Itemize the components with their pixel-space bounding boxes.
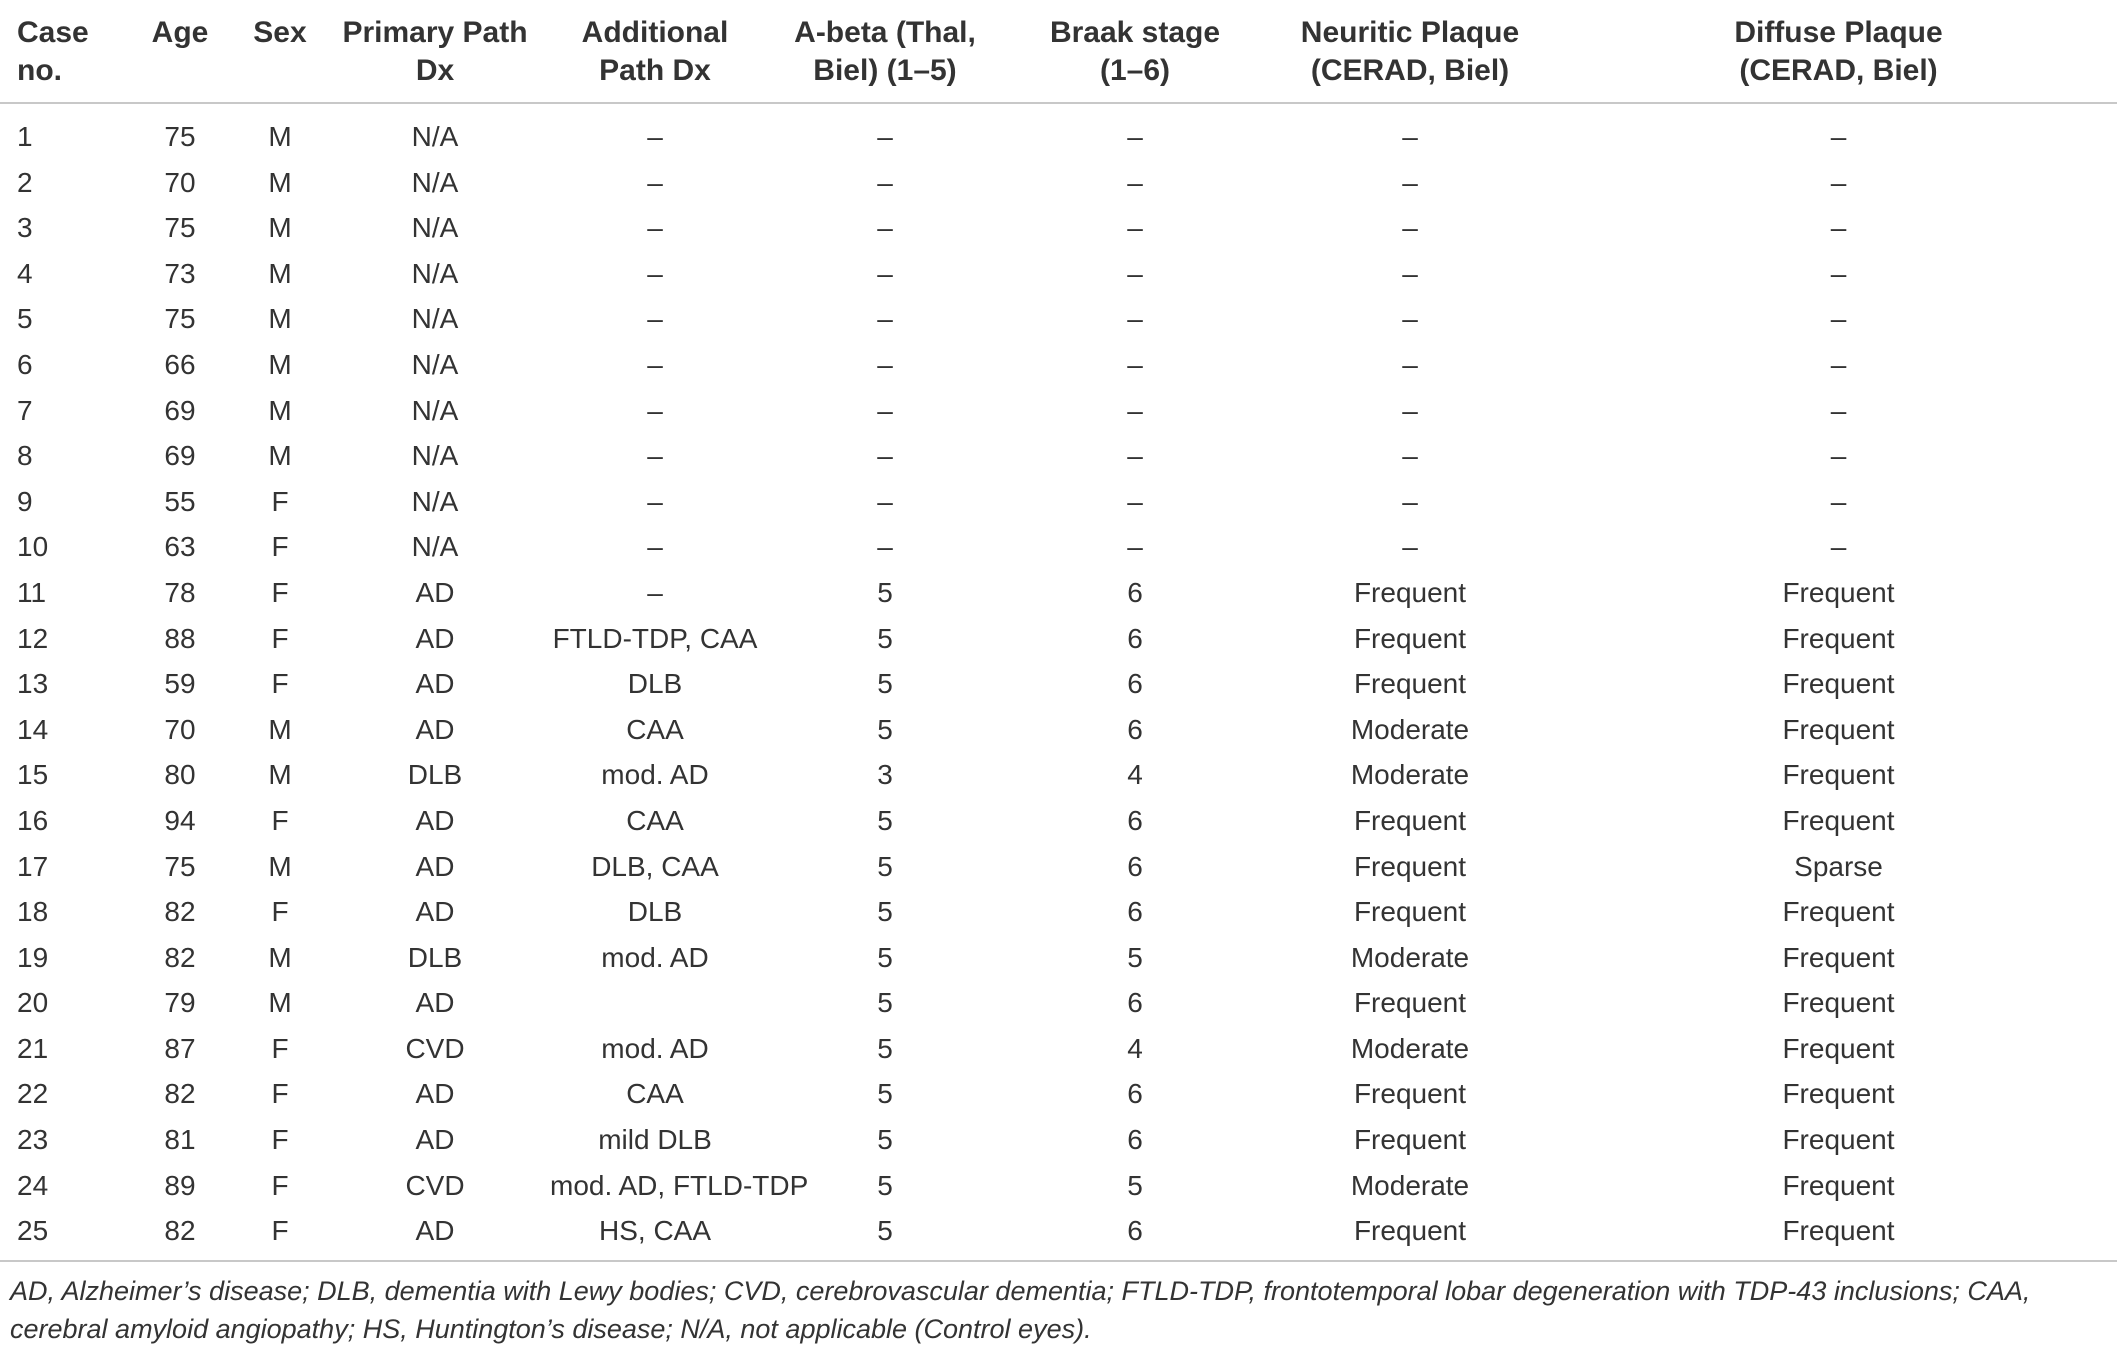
header-neuritic-plaque	[1260, 0, 1560, 103]
cell-sex: F	[271, 1169, 289, 1201]
cell-diffuse-plaque: Frequent	[1782, 1032, 1895, 1064]
cell-a-beta: 5	[877, 987, 893, 1019]
cell-a-beta: 5	[877, 668, 893, 700]
table-row	[0, 479, 2117, 525]
header-line: Biel) (1–5)	[813, 54, 957, 87]
cell-diffuse-plaque: –	[1830, 257, 1847, 289]
cell-additional-path-dx: –	[647, 394, 663, 426]
cell-age: 88	[164, 622, 196, 654]
cell-additional-path-dx: –	[647, 166, 663, 198]
cell-braak-stage: –	[1127, 440, 1143, 472]
cell-age: 82	[164, 941, 196, 973]
cell-additional-path-dx: –	[647, 531, 663, 563]
cell-a-beta: –	[877, 440, 893, 472]
cell-neuritic-plaque: –	[1402, 531, 1418, 563]
cell-primary-path-dx: AD	[415, 987, 455, 1019]
cell-a-beta: 5	[877, 576, 893, 608]
cell-a-beta: –	[877, 212, 893, 244]
cell-primary-path-dx: AD	[415, 713, 455, 745]
cell-primary-path-dx: N/A	[411, 257, 459, 289]
cell-additional-path-dx: mod. AD	[601, 759, 709, 791]
cell-additional-path-dx: –	[647, 485, 663, 517]
cell-neuritic-plaque: –	[1402, 166, 1418, 198]
cell-case-no: 24	[17, 1169, 49, 1201]
cell-case-no: 14	[17, 713, 49, 745]
table-row	[0, 707, 2117, 753]
header-a-beta	[760, 0, 1010, 103]
table-footnote: AD, Alzheimer’s disease; DLB, dementia with Lewy bodies; CVD, cerebrovascular dementia; FTLD-TDP, frontotemporal lobar degeneration with TDP-43 inclusions; CAA, cerebral amyloid angiopathy; HS, Huntington’s disease; N/A, not applicable (Control eyes).	[10, 1275, 2031, 1344]
cell-age: 87	[164, 1032, 196, 1064]
cell-age: 66	[164, 348, 196, 380]
cell-primary-path-dx: AD	[415, 1124, 455, 1156]
cell-diffuse-plaque: Frequent	[1560, 1208, 2117, 1261]
table-row	[0, 661, 2117, 707]
cell-diffuse-plaque: –	[1830, 531, 1847, 563]
cell-diffuse-plaque: –	[1830, 440, 1847, 472]
cell-case-no: 13	[17, 668, 49, 700]
header-diffuse-plaque	[1560, 0, 2117, 103]
cell-primary-path-dx: N/A	[411, 303, 459, 335]
cell-case-no: 3	[17, 212, 33, 244]
cell-a-beta: 5	[877, 622, 893, 654]
cell-neuritic-plaque: –	[1402, 257, 1418, 289]
cell-neuritic-plaque: Frequent	[1353, 896, 1467, 928]
cell-sex: F	[271, 576, 289, 608]
cell-case-no: 12	[17, 622, 49, 654]
cell-primary-path-dx: CVD	[405, 1169, 465, 1201]
cell-additional-path-dx: DLB, CAA	[591, 850, 719, 882]
cell-primary-path-dx: AD	[415, 1078, 455, 1110]
cell-braak-stage: 6	[1127, 1124, 1143, 1156]
cell-case-no: 21	[17, 1032, 49, 1064]
cell-a-beta: 5	[877, 804, 893, 836]
cell-primary-path-dx: N/A	[411, 394, 459, 426]
cell-age: 70	[164, 166, 196, 198]
cell-braak-stage: –	[1127, 166, 1143, 198]
cell-a-beta: –	[877, 257, 893, 289]
cell-primary-path-dx: AD	[415, 622, 455, 654]
table-row	[0, 935, 2117, 981]
cell-age: 69	[164, 440, 196, 472]
cell-a-beta: 5	[877, 1169, 893, 1201]
cell-diffuse-plaque: Sparse	[1794, 850, 1883, 882]
cell-neuritic-plaque: Frequent	[1353, 850, 1467, 882]
cell-case-no: 7	[17, 394, 33, 426]
cell-additional-path-dx: –	[647, 348, 663, 380]
cell-diffuse-plaque: –	[1830, 485, 1847, 517]
cell-neuritic-plaque: –	[1402, 394, 1418, 426]
cell-age: 78	[164, 576, 196, 608]
cell-sex: M	[268, 850, 292, 882]
header-line: Age	[151, 16, 209, 49]
header-line: A-beta (Thal,	[794, 16, 976, 49]
cell-diffuse-plaque: Frequent	[1782, 987, 1895, 1019]
cell-braak-stage: 6	[1127, 987, 1143, 1019]
cell-sex: M	[268, 394, 292, 426]
cell-primary-path-dx: AD	[320, 1208, 550, 1261]
cell-a-beta: –	[877, 121, 893, 152]
cell-neuritic-plaque: Frequent	[1353, 622, 1467, 654]
table-row	[0, 388, 2117, 434]
cell-braak-stage: –	[1127, 257, 1143, 289]
header-age	[120, 0, 240, 103]
cell-age: 59	[164, 668, 196, 700]
cell-neuritic-plaque: Frequent	[1353, 576, 1467, 608]
header-line: Case no.	[17, 16, 89, 87]
cell-braak-stage: 6	[1127, 576, 1143, 608]
cell-braak-stage: 6	[1127, 622, 1143, 654]
cell-primary-path-dx: DLB	[407, 941, 463, 973]
cell-sex: M	[268, 348, 292, 380]
table-row	[0, 296, 2117, 342]
cell-additional-path-dx: CAA	[626, 713, 684, 745]
cell-a-beta: –	[877, 531, 893, 563]
cell-case-no: 8	[17, 440, 33, 472]
table-row	[0, 1026, 2117, 1072]
cell-neuritic-plaque: –	[1402, 121, 1418, 152]
cell-primary-path-dx: N/A	[411, 440, 459, 472]
cell-braak-stage: –	[1127, 348, 1143, 380]
cell-primary-path-dx: N/A	[411, 485, 459, 517]
cell-case-no: 20	[17, 987, 49, 1019]
cell-additional-path-dx	[550, 980, 760, 1026]
cell-braak-stage: 6	[1127, 713, 1143, 745]
cell-primary-path-dx: N/A	[411, 166, 459, 198]
cell-primary-path-dx: AD	[415, 804, 455, 836]
cell-neuritic-plaque: –	[1402, 303, 1418, 335]
cell-neuritic-plaque: –	[1402, 212, 1418, 244]
cell-case-no: 18	[17, 896, 49, 928]
cell-case-no: 9	[17, 485, 33, 517]
cell-case-no: 15	[17, 759, 49, 791]
table-row	[0, 1071, 2117, 1117]
cell-additional-path-dx: mild DLB	[598, 1124, 712, 1156]
cell-a-beta: 5	[877, 1078, 893, 1110]
cell-braak-stage: 6	[1127, 1078, 1143, 1110]
cell-diffuse-plaque: Frequent	[1782, 713, 1895, 745]
cell-neuritic-plaque: Frequent	[1353, 987, 1467, 1019]
cell-neuritic-plaque: –	[1402, 348, 1418, 380]
cell-braak-stage: 6	[1127, 668, 1143, 700]
cell-a-beta: –	[877, 166, 893, 198]
cell-diffuse-plaque: Frequent	[1782, 576, 1895, 608]
table-row	[0, 205, 2117, 251]
cell-neuritic-plaque: Frequent	[1353, 1124, 1467, 1156]
cell-braak-stage: 5	[1127, 941, 1143, 973]
cell-primary-path-dx: CVD	[405, 1032, 465, 1064]
cell-additional-path-dx: mod. AD	[601, 941, 709, 973]
cell-additional-path-dx: –	[647, 576, 663, 608]
cell-primary-path-dx: AD	[415, 668, 455, 700]
cell-a-beta: 3	[877, 759, 893, 791]
cell-braak-stage: –	[1127, 394, 1143, 426]
cell-diffuse-plaque: –	[1830, 394, 1847, 426]
cell-braak-stage: 6	[1010, 1208, 1260, 1261]
header-row	[0, 0, 2117, 103]
cell-age: 63	[164, 531, 196, 563]
cell-neuritic-plaque: –	[1402, 440, 1418, 472]
cell-age: 79	[164, 987, 196, 1019]
cell-sex: F	[271, 485, 289, 517]
cell-diffuse-plaque: Frequent	[1782, 668, 1895, 700]
cell-sex: M	[268, 303, 292, 335]
cell-neuritic-plaque: Frequent	[1260, 1208, 1560, 1261]
cell-sex: M	[268, 941, 292, 973]
cell-diffuse-plaque: Frequent	[1782, 759, 1895, 791]
cell-a-beta: –	[877, 348, 893, 380]
cell-age: 75	[164, 850, 196, 882]
cell-case-no: 25	[0, 1208, 120, 1261]
cell-braak-stage: 4	[1127, 759, 1143, 791]
cell-braak-stage: 4	[1127, 1032, 1143, 1064]
cell-additional-path-dx: –	[647, 257, 663, 289]
cell-sex: F	[271, 1124, 289, 1156]
table-row	[0, 752, 2117, 798]
cell-primary-path-dx: N/A	[411, 121, 459, 152]
cell-braak-stage: 5	[1127, 1169, 1143, 1201]
cell-sex: M	[268, 212, 292, 244]
cell-braak-stage: –	[1127, 212, 1143, 244]
cell-primary-path-dx: DLB	[407, 759, 463, 791]
table-row	[0, 524, 2117, 570]
cell-diffuse-plaque: Frequent	[1782, 1169, 1895, 1201]
cell-additional-path-dx: HS, CAA	[550, 1208, 760, 1261]
cell-neuritic-plaque: Moderate	[1350, 941, 1470, 973]
cell-diffuse-plaque: –	[1830, 303, 1847, 335]
cell-case-no: 22	[17, 1078, 49, 1110]
cell-a-beta: 5	[877, 850, 893, 882]
table-row	[0, 1208, 2117, 1261]
cell-a-beta: 5	[760, 1208, 1010, 1261]
cell-age: 81	[164, 1124, 196, 1156]
cell-a-beta: 5	[877, 941, 893, 973]
header-line: Additional Path Dx	[581, 16, 729, 87]
cell-sex: F	[271, 531, 289, 563]
cell-diffuse-plaque: –	[1830, 212, 1847, 244]
cell-neuritic-plaque: Frequent	[1353, 668, 1467, 700]
table-row	[0, 570, 2117, 616]
cell-neuritic-plaque: Frequent	[1353, 1078, 1467, 1110]
cell-case-no: 23	[17, 1124, 49, 1156]
cell-case-no: 4	[17, 257, 33, 289]
header-sex	[240, 0, 320, 103]
cell-sex: M	[268, 987, 292, 1019]
cell-a-beta: 5	[877, 1124, 893, 1156]
table-row	[0, 798, 2117, 844]
cell-neuritic-plaque: Moderate	[1350, 1032, 1470, 1064]
header-line: Braak stage	[1049, 16, 1221, 49]
cell-age: 75	[164, 121, 196, 152]
cell-case-no: 10	[17, 531, 49, 563]
header-line: (CERAD, Biel)	[1310, 54, 1510, 87]
cell-case-no: 11	[17, 576, 47, 608]
cell-a-beta: –	[877, 485, 893, 517]
table-row	[0, 342, 2117, 388]
cell-sex: M	[268, 166, 292, 198]
cell-a-beta: 5	[877, 1032, 893, 1064]
cell-sex: M	[268, 257, 292, 289]
cell-case-no: 17	[17, 850, 49, 882]
cell-case-no: 5	[17, 303, 33, 335]
table-row	[0, 616, 2117, 662]
cell-diffuse-plaque: Frequent	[1782, 622, 1895, 654]
cell-sex: F	[271, 1078, 289, 1110]
cell-braak-stage: 6	[1127, 896, 1143, 928]
cell-a-beta: 5	[877, 713, 893, 745]
cell-additional-path-dx: mod. AD	[601, 1032, 709, 1064]
cell-sex: F	[240, 1208, 320, 1261]
table-row	[0, 433, 2117, 479]
cell-age: 73	[164, 257, 196, 289]
cell-braak-stage: –	[1127, 303, 1143, 335]
header-line: Sex	[253, 16, 307, 49]
cell-diffuse-plaque: Frequent	[1782, 1078, 1895, 1110]
cell-primary-path-dx: N/A	[411, 212, 459, 244]
cell-age: 69	[164, 394, 196, 426]
table-body	[0, 103, 2117, 1261]
cell-neuritic-plaque: –	[1402, 485, 1418, 517]
cell-diffuse-plaque: Frequent	[1782, 804, 1895, 836]
cell-sex: M	[268, 440, 292, 472]
cell-neuritic-plaque: Moderate	[1350, 759, 1470, 791]
cell-primary-path-dx: AD	[415, 576, 455, 608]
cell-diffuse-plaque: Frequent	[1782, 896, 1895, 928]
table-row	[0, 844, 2117, 890]
header-additional-path-dx	[550, 0, 760, 103]
cell-diffuse-plaque: Frequent	[1782, 1124, 1895, 1156]
cell-age: 94	[164, 804, 196, 836]
cell-sex: M	[268, 121, 292, 152]
header-line: Primary Path Dx	[342, 16, 528, 87]
cell-additional-path-dx: DLB	[627, 896, 683, 928]
cell-age: 82	[120, 1208, 240, 1261]
cell-age: 82	[164, 1078, 196, 1110]
cell-diffuse-plaque: –	[1830, 348, 1847, 380]
cell-additional-path-dx: mod. AD, FTLD-TDP	[550, 1169, 809, 1201]
cell-braak-stage: –	[1127, 121, 1143, 152]
cell-additional-path-dx: –	[647, 440, 663, 472]
header-primary-path-dx	[320, 0, 550, 103]
cell-braak-stage: –	[1127, 531, 1143, 563]
cell-primary-path-dx: AD	[415, 896, 455, 928]
cell-age: 75	[164, 303, 196, 335]
header-case-no	[0, 0, 120, 103]
cell-age: 80	[164, 759, 196, 791]
cell-sex: F	[271, 1032, 289, 1064]
cell-additional-path-dx: –	[647, 121, 663, 152]
cell-braak-stage: 6	[1127, 850, 1143, 882]
cell-case-no: 19	[17, 941, 49, 973]
cell-case-no: 2	[17, 166, 33, 198]
cell-sex: F	[271, 622, 289, 654]
cell-age: 70	[164, 713, 196, 745]
cell-additional-path-dx: –	[647, 303, 663, 335]
table-row	[0, 1117, 2117, 1163]
cell-a-beta: –	[877, 303, 893, 335]
cell-sex: F	[271, 896, 289, 928]
cell-neuritic-plaque: Moderate	[1350, 1169, 1470, 1201]
cell-additional-path-dx: FTLD-TDP, CAA	[552, 622, 758, 654]
cell-sex: M	[268, 759, 292, 791]
cell-braak-stage: 6	[1127, 804, 1143, 836]
cell-diffuse-plaque: –	[1830, 121, 1847, 152]
cell-age: 89	[164, 1169, 196, 1201]
cell-additional-path-dx: CAA	[626, 804, 684, 836]
cell-primary-path-dx: N/A	[411, 348, 459, 380]
table-row	[0, 103, 2117, 160]
cell-neuritic-plaque: Moderate	[1350, 713, 1470, 745]
cell-sex: F	[271, 804, 289, 836]
cell-age: 55	[164, 485, 196, 517]
cell-diffuse-plaque: –	[1830, 166, 1847, 198]
table-row	[0, 889, 2117, 935]
cell-diffuse-plaque: Frequent	[1782, 941, 1895, 973]
cell-sex: F	[271, 668, 289, 700]
cell-primary-path-dx: N/A	[411, 531, 459, 563]
cell-primary-path-dx: AD	[415, 850, 455, 882]
cell-neuritic-plaque: Frequent	[1353, 804, 1467, 836]
header-line: Diffuse Plaque	[1734, 16, 1943, 49]
table-header	[0, 0, 2117, 103]
cell-age: 82	[164, 896, 196, 928]
cell-additional-path-dx: CAA	[626, 1078, 684, 1110]
table-row	[0, 160, 2117, 206]
cell-case-no: 6	[17, 348, 33, 380]
cell-braak-stage: –	[1127, 485, 1143, 517]
cell-sex: M	[268, 713, 292, 745]
header-line: Neuritic Plaque	[1300, 16, 1520, 49]
cell-case-no: 16	[17, 804, 49, 836]
cell-additional-path-dx: DLB	[627, 668, 683, 700]
cell-a-beta: 5	[877, 896, 893, 928]
cell-age: 75	[164, 212, 196, 244]
header-line: (1–6)	[1099, 54, 1171, 87]
cell-a-beta: –	[877, 394, 893, 426]
header-braak-stage	[1010, 0, 1260, 103]
table-row	[0, 980, 2117, 1026]
cell-additional-path-dx: –	[647, 212, 663, 244]
table-row	[0, 1163, 2117, 1209]
cell-case-no: 1	[17, 121, 33, 152]
header-line: (CERAD, Biel)	[1739, 54, 1938, 87]
table-row	[0, 251, 2117, 297]
